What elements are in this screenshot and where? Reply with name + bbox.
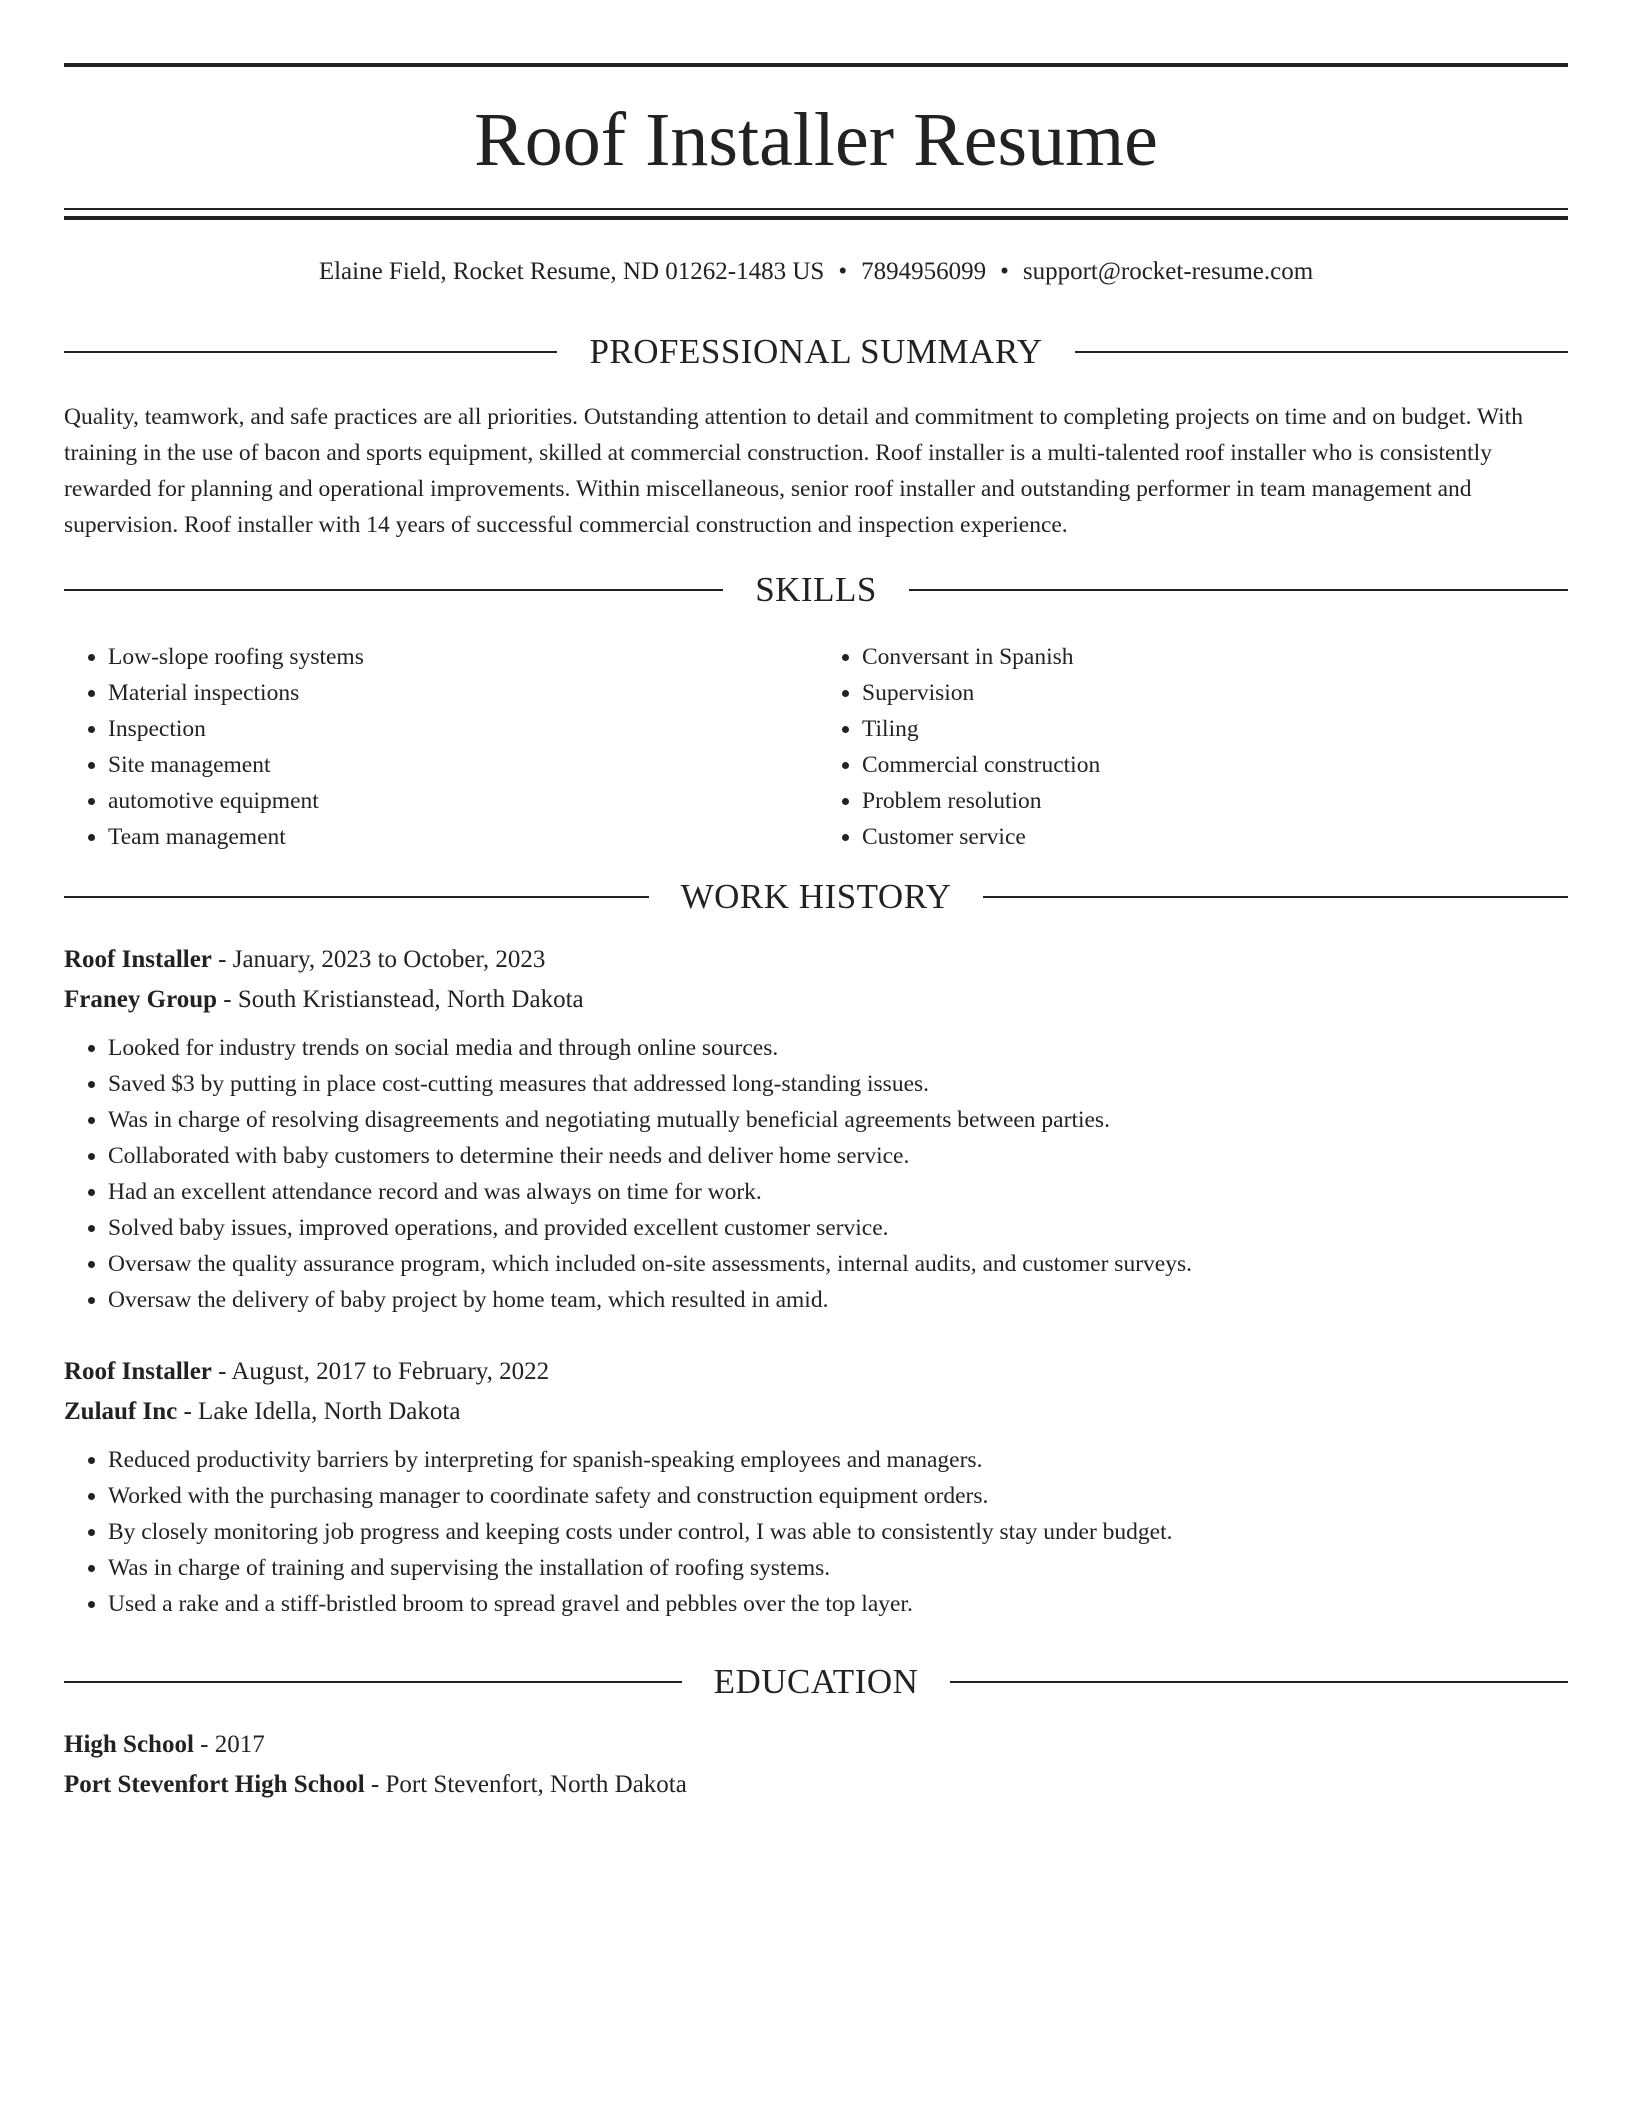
- section-label: EDUCATION: [713, 1662, 919, 1701]
- duty-item: • Solved baby issues, improved operations, and provided excellent customer service.: [108, 1210, 1568, 1246]
- top-rule: [64, 63, 1568, 67]
- resume-title: Roof Installer Resume: [474, 98, 1158, 182]
- title-rule-thin: [64, 208, 1568, 210]
- skills-column-right: [814, 639, 1568, 855]
- job-location: - Lake Idella, North Dakota: [177, 1398, 461, 1425]
- school-name: Port Stevenfort High School: [64, 1771, 365, 1798]
- skill-item: • Conversant in Spanish: [862, 639, 1568, 675]
- job-duties: [64, 1030, 1568, 1318]
- skill-item: • Problem resolution: [862, 783, 1568, 819]
- skill-item: • Commercial construction: [862, 747, 1568, 783]
- job-title: Roof Installer: [64, 1358, 212, 1385]
- duty-item: • Collaborated with baby customers to determine their needs and deliver home service.: [108, 1138, 1568, 1174]
- job-dates: - January, 2023 to October, 2023: [211, 946, 546, 973]
- contact-phone: 7894956099: [861, 258, 987, 285]
- duty-item: • Had an excellent attendance record and was always on time for work.: [108, 1174, 1568, 1210]
- duty-item: • Oversaw the delivery of baby project by home team, which resulted in amid.: [108, 1282, 1568, 1318]
- job-entry: [64, 940, 1568, 1318]
- contact-address: Elaine Field, Rocket Resume, ND 01262-1483 US: [318, 258, 825, 285]
- job-company-line: [64, 1392, 1568, 1432]
- degree: High School: [64, 1731, 194, 1758]
- job-company-line: [64, 980, 1568, 1020]
- job-title-line: [64, 1352, 1568, 1392]
- job-company: Franey Group: [64, 986, 218, 1013]
- contact-separator: •: [1000, 258, 1009, 285]
- contact-separator: •: [838, 258, 848, 285]
- section-heading-education: [64, 1660, 1568, 1704]
- duty-item: • Reduced productivity barriers by interpreting for spanish-speaking employees and managers.: [108, 1442, 1568, 1478]
- title-rule-thick: [64, 216, 1568, 220]
- duty-item: • Oversaw the quality assurance program, which included on-site assessments, internal audits, and customer surveys.: [108, 1246, 1568, 1282]
- skill-item: • Supervision: [862, 675, 1568, 711]
- duty-item: • By closely monitoring job progress and keeping costs under control, I was able to consistently stay under budget.: [108, 1514, 1568, 1550]
- section-label: SKILLS: [755, 570, 877, 609]
- job-title: Roof Installer: [64, 946, 212, 973]
- education-entry: [64, 1725, 1568, 1805]
- job-location: - South Kristianstead, North Dakota: [217, 986, 584, 1013]
- job-dates: - August, 2017 to February, 2022: [211, 1358, 550, 1385]
- contact-line: [64, 254, 1568, 290]
- job-title-line: [64, 940, 1568, 980]
- section-rule-left: [64, 351, 557, 353]
- contact-email: support@rocket-resume.com: [1022, 258, 1314, 285]
- section-heading-summary: [64, 330, 1568, 374]
- graduation-year: - 2017: [193, 1731, 265, 1758]
- skills-column-left: [64, 639, 814, 855]
- skill-item: • Customer service: [862, 819, 1568, 855]
- section-rule-right: [950, 1681, 1568, 1683]
- section-rule-left: [64, 589, 723, 591]
- section-rule-right: [909, 589, 1568, 591]
- skill-item: • automotive equipment: [108, 783, 814, 819]
- skill-item: • Tiling: [862, 711, 1568, 747]
- job-entry: [64, 1352, 1568, 1622]
- skill-item: • Inspection: [108, 711, 814, 747]
- section-rule-left: [64, 1681, 682, 1683]
- duty-item: • Worked with the purchasing manager to coordinate safety and construction equipment orders.: [108, 1478, 1568, 1514]
- skills-list: [64, 639, 1568, 855]
- skill-item: • Site management: [108, 747, 814, 783]
- skill-item: • Material inspections: [108, 675, 814, 711]
- section-rule-right: [983, 896, 1568, 898]
- job-company: Zulauf Inc: [64, 1398, 178, 1425]
- section-rule-right: [1075, 351, 1568, 353]
- school-location: - Port Stevenfort, North Dakota: [364, 1771, 687, 1798]
- skill-item: • Low-slope roofing systems: [108, 639, 814, 675]
- section-heading-skills: [64, 568, 1568, 612]
- duty-item: • Was in charge of training and supervising the installation of roofing systems.: [108, 1550, 1568, 1586]
- school-line: [64, 1765, 1568, 1805]
- job-duties: [64, 1442, 1568, 1622]
- section-heading-work-history: [64, 875, 1568, 919]
- duty-item: • Was in charge of resolving disagreements and negotiating mutually beneficial agreements between parties.: [108, 1102, 1568, 1138]
- skill-item: • Team management: [108, 819, 814, 855]
- duty-item: • Saved $3 by putting in place cost-cutting measures that addressed long-standing issues.: [108, 1066, 1568, 1102]
- professional-summary: Quality, teamwork, and safe practices are all priorities. Outstanding attention to detail and commitment to completing projects on time and on budget. With training in the use of bacon and sports equipment, skilled at commercial construction. Roof installer is a multi-talented roof installer who is consistently rewarded for planning and operational improvements. Within miscellaneous, senior roof installer and outstanding performer in team management and supervision. Roof installer with 14 years of successful commercial construction and inspection experience.: [64, 404, 1523, 538]
- section-rule-left: [64, 896, 649, 898]
- duty-item: • Used a rake and a stiff-bristled broom to spread gravel and pebbles over the top layer.: [108, 1586, 1568, 1622]
- section-label: PROFESSIONAL SUMMARY: [589, 332, 1043, 371]
- duty-item: • Looked for industry trends on social media and through online sources.: [108, 1030, 1568, 1066]
- section-label: WORK HISTORY: [680, 877, 952, 916]
- degree-line: [64, 1725, 1568, 1765]
